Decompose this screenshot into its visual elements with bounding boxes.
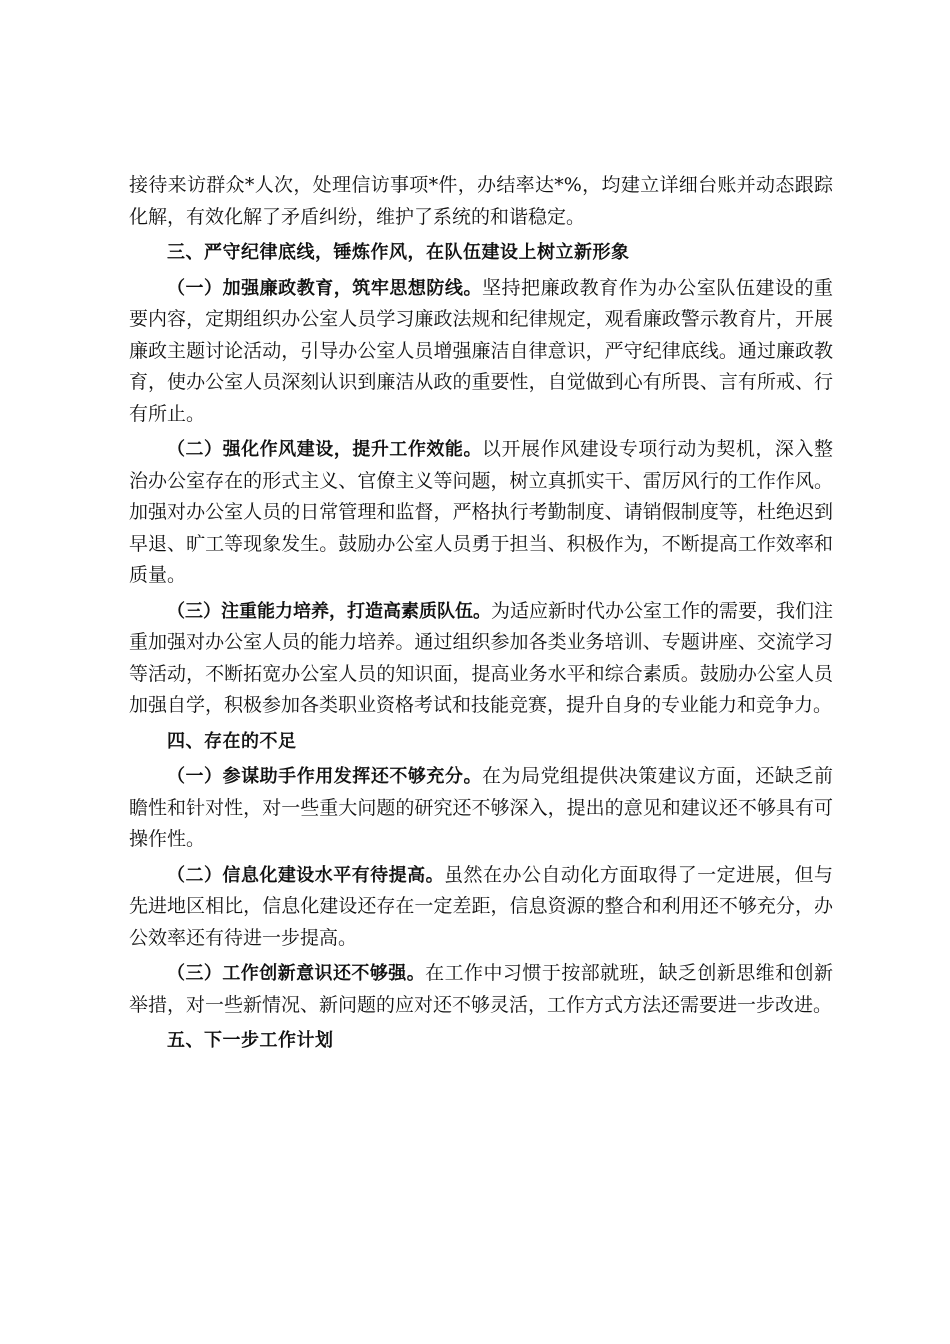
item-body: 在为局党组提供决策建议方面，还缺乏前瞻性和针对性，对一些重大问题的研究还不够深入，提出的意见和建议还不够具有可操作性。 (129, 765, 833, 850)
document-page (129, 170, 833, 1057)
section-4-item-3 (129, 958, 833, 1021)
item-body: 虽然在办公自动化方面取得了一定进展，但与先进地区相比，信息化建设还存在一定差距，信息资源的整合和利用还不够充分，办公效率还有待进一步提高。 (129, 863, 833, 949)
item-title: （三）注重能力培养，打造高素质队伍。 (167, 600, 491, 622)
item-body: 为适应新时代办公室工作的需要，我们注重加强对办公室人员的能力培养。通过组织参加各类业务培训、专题讲座、交流学习等活动，不断拓宽办公室人员的知识面，提高业务水平和综合素质。鼓励办公室人员加强自学，积极参加各类职业资格考试和技能竞赛，提升自身的专业能力和竞争力。 (129, 599, 834, 716)
section-3-item-2 (129, 434, 833, 592)
item-body: 在工作中习惯于按部就班，缺乏创新思维和创新举措，对一些新情况、新问题的应对还不够灵活，工作方式方法还需要进一步改进。 (129, 962, 833, 1016)
section-4-item-2 (129, 860, 833, 955)
item-title: （二）强化作风建设，提升工作效能。 (167, 439, 482, 460)
item-body: 坚持把廉政教育作为办公室队伍建设的重要内容，定期组织办公室人员学习廉政法规和纪律规定，观看廉政警示教育片，开展廉政主题讨论活动，引导办公室人员增强廉洁自律意识，严守纪律底线。通过廉政教育，使办公室人员深刻认识到廉洁从政的重要性，自觉做到心有所畏、言有所戒、行有所止。 (129, 276, 833, 425)
section-4-item-1 (129, 761, 833, 856)
item-title: （一）参谋助手作用发挥还不够充分。 (167, 766, 482, 787)
continuation-paragraph: 接待来访群众*人次，处理信访事项*件，办结率达*%，均建立详细台账并动态跟踪化解，有效化解了矛盾纠纷，维护了系统的和谐稳定。 (129, 174, 833, 228)
section-3-heading: 三、严守纪律底线，锤炼作风，在队伍建设上树立新形象 (167, 242, 630, 263)
item-title: （二）信息化建设水平有待提高。 (167, 864, 445, 886)
section-3-item-1 (129, 273, 833, 431)
section-4-heading: 四、存在的不足 (167, 730, 297, 752)
item-title: （一）加强廉政教育，筑牢思想防线。 (167, 277, 482, 299)
item-title: （三）工作创新意识还不够强。 (167, 963, 426, 984)
section-3-item-3 (129, 596, 833, 722)
section-5-heading: 五、下一步工作计划 (167, 1030, 334, 1051)
item-body: 以开展作风建设专项行动为契机，深入整治办公室存在的形式主义、官僚主义等问题，树立真抓实干、雷厉风行的工作作风。加强对办公室人员的日常管理和监督，严格执行考勤制度、请销假制度等，杜绝迟到早退、旷工等现象发生。鼓励办公室人员勇于担当、积极作为，不断提高工作效率和质量。 (129, 438, 833, 586)
